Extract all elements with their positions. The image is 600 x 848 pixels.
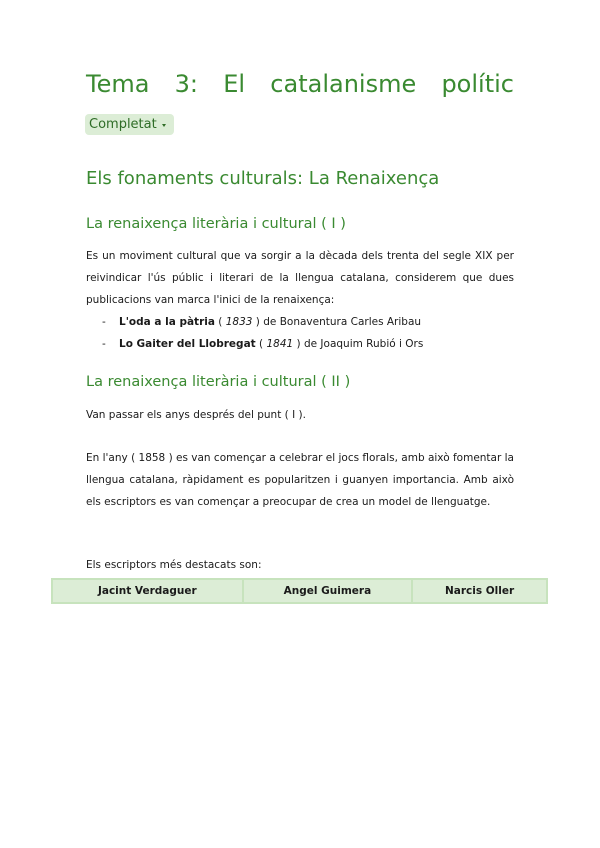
item-author: ) de Bonaventura Carles Aribau bbox=[252, 316, 422, 328]
section-heading: Els fonaments culturals: La Renaixença bbox=[86, 168, 440, 189]
table-cell: Angel Guimera bbox=[243, 579, 412, 603]
title-word: 3: bbox=[174, 70, 199, 98]
list-item bbox=[102, 333, 423, 355]
table-cell: Jacint Verdaguer bbox=[52, 579, 243, 603]
item-author: ) de Joaquim Rubió i Ors bbox=[293, 338, 424, 350]
subsection-heading-2: La renaixença literària i cultural ( II ) bbox=[86, 374, 351, 390]
paragraph-2: En l'any ( 1858 ) es van començar a celebrar el jocs florals, amb això fomentar la llengua catalana, ràpidament es popularitzen i guanyen importancia. Amb això els escriptors es van començar a preocupar de crea un model de llenguatge. bbox=[86, 452, 514, 508]
chevron-down-icon bbox=[162, 124, 166, 127]
title-word: Tema bbox=[86, 70, 150, 98]
writers-table bbox=[51, 578, 548, 604]
subsection-heading-1: La renaixença literària i cultural ( I ) bbox=[86, 216, 346, 232]
item-title: L'oda a la pàtria bbox=[119, 316, 215, 328]
table-cell: Narcis Oller bbox=[412, 579, 547, 603]
publications-list bbox=[102, 311, 423, 355]
status-dropdown[interactable] bbox=[85, 114, 174, 135]
list-item bbox=[102, 311, 423, 333]
paragraph-1: Es un moviment cultural que va sorgir a la dècada dels trenta del segle XIX per reivindicar l'ús públic i literari de la llengua catalana, considerem que dues publicacions van marca l'inici de la renaixença: bbox=[86, 250, 514, 306]
document-page bbox=[86, 60, 515, 597]
page-title bbox=[86, 60, 514, 108]
title-word: catalanisme bbox=[270, 70, 417, 98]
status-label: Completat bbox=[89, 117, 157, 132]
item-year: 1833 bbox=[225, 316, 253, 328]
table-row bbox=[52, 579, 547, 603]
writers-intro: Els escriptors més destacats son: bbox=[86, 559, 262, 571]
title-word: El bbox=[223, 70, 246, 98]
item-paren-open: ( bbox=[255, 338, 267, 350]
item-year: 1841 bbox=[266, 338, 294, 350]
item-title: Lo Gaiter del Llobregat bbox=[119, 338, 256, 350]
intro-text: Van passar els anys després del punt ( I ). bbox=[86, 409, 306, 421]
item-paren-open: ( bbox=[214, 316, 226, 328]
title-word: polític bbox=[441, 70, 514, 98]
